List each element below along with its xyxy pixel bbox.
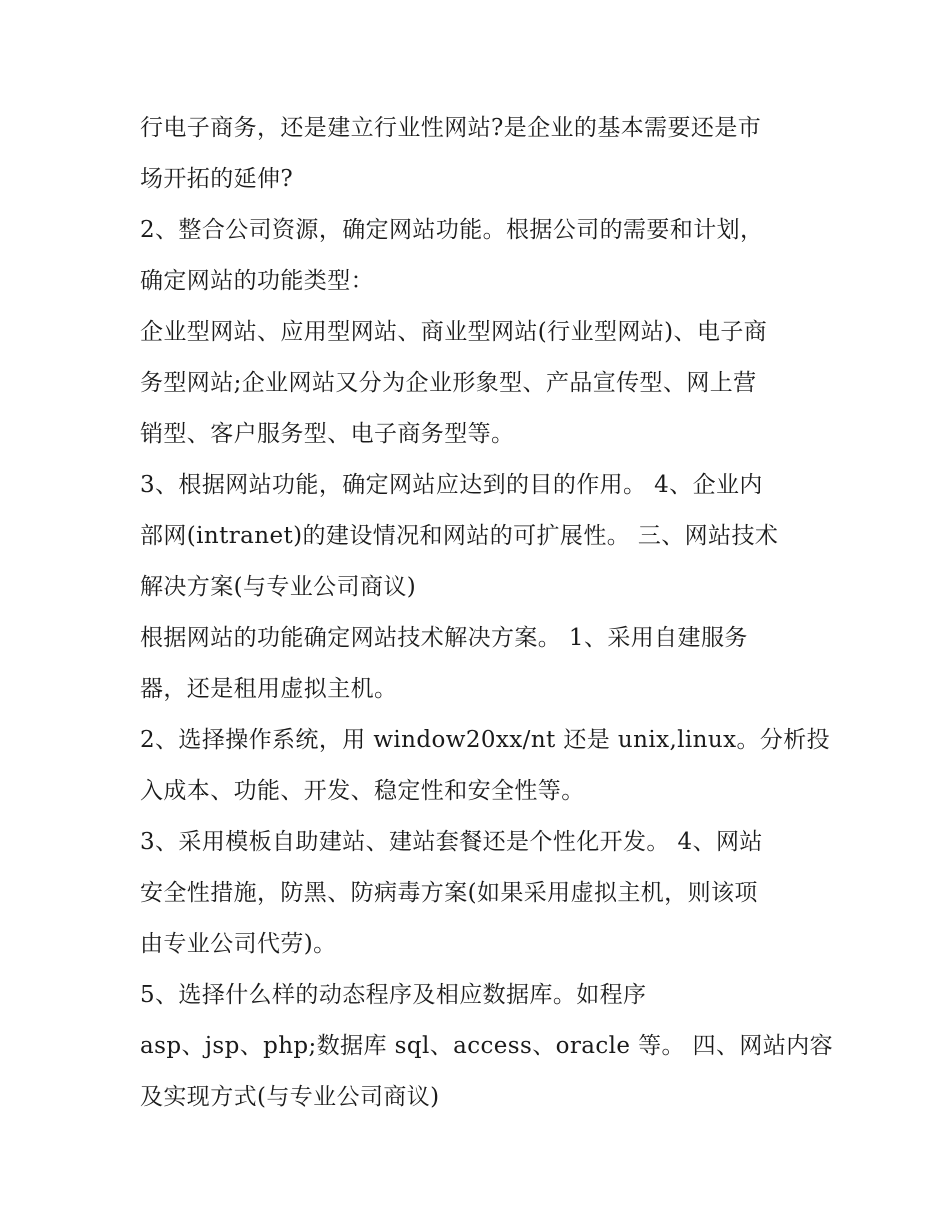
text-line: 务型网站;企业网站又分为企业形象型、产品宣传型、网上营: [140, 370, 757, 396]
text-line: 销型、客户服务型、电子商务型等。: [140, 421, 515, 447]
text-line: 由专业公司代劳)。: [140, 931, 337, 957]
text-line: 行电子商务，还是建立行业性网站?是企业的基本需要还是市: [140, 115, 762, 141]
document-body: [140, 103, 834, 1123]
text-line: 根据网站的功能确定网站技术解决方案。 1、采用自建服务: [140, 625, 748, 651]
text-line: 3、采用模板自助建站、建站套餐还是个性化开发。 4、网站: [140, 829, 763, 855]
text-line: 入成本、功能、开发、稳定性和安全性等。: [140, 778, 585, 804]
text-line: 2、整合公司资源，确定网站功能。根据公司的需要和计划，: [140, 217, 764, 243]
text-line: 5、选择什么样的动态程序及相应数据库。如程序: [140, 982, 647, 1008]
text-line: 3、根据网站功能，确定网站应达到的目的作用。 4、企业内: [140, 472, 763, 498]
text-line: 2、选择操作系统，用 window20xx/nt 还是 unix,linux。分析投: [140, 727, 831, 753]
text-line: 部网(intranet)的建设情况和网站的可扩展性。 三、网站技术: [140, 523, 779, 549]
text-line: asp、jsp、php;数据库 sql、access、oracle 等。 四、网站内容: [140, 1033, 834, 1059]
text-line: 器，还是租用虚拟主机。: [140, 676, 398, 702]
text-line: 确定网站的功能类型：: [140, 268, 374, 294]
text-line: 场开拓的延伸?: [140, 166, 294, 192]
text-line: 及实现方式(与专业公司商议): [140, 1084, 440, 1110]
text-line: 安全性措施，防黑、防病毒方案(如果采用虚拟主机，则该项: [140, 880, 758, 906]
text-line: 解决方案(与专业公司商议): [140, 574, 417, 600]
text-line: 企业型网站、应用型网站、商业型网站(行业型网站)、电子商: [140, 319, 768, 345]
